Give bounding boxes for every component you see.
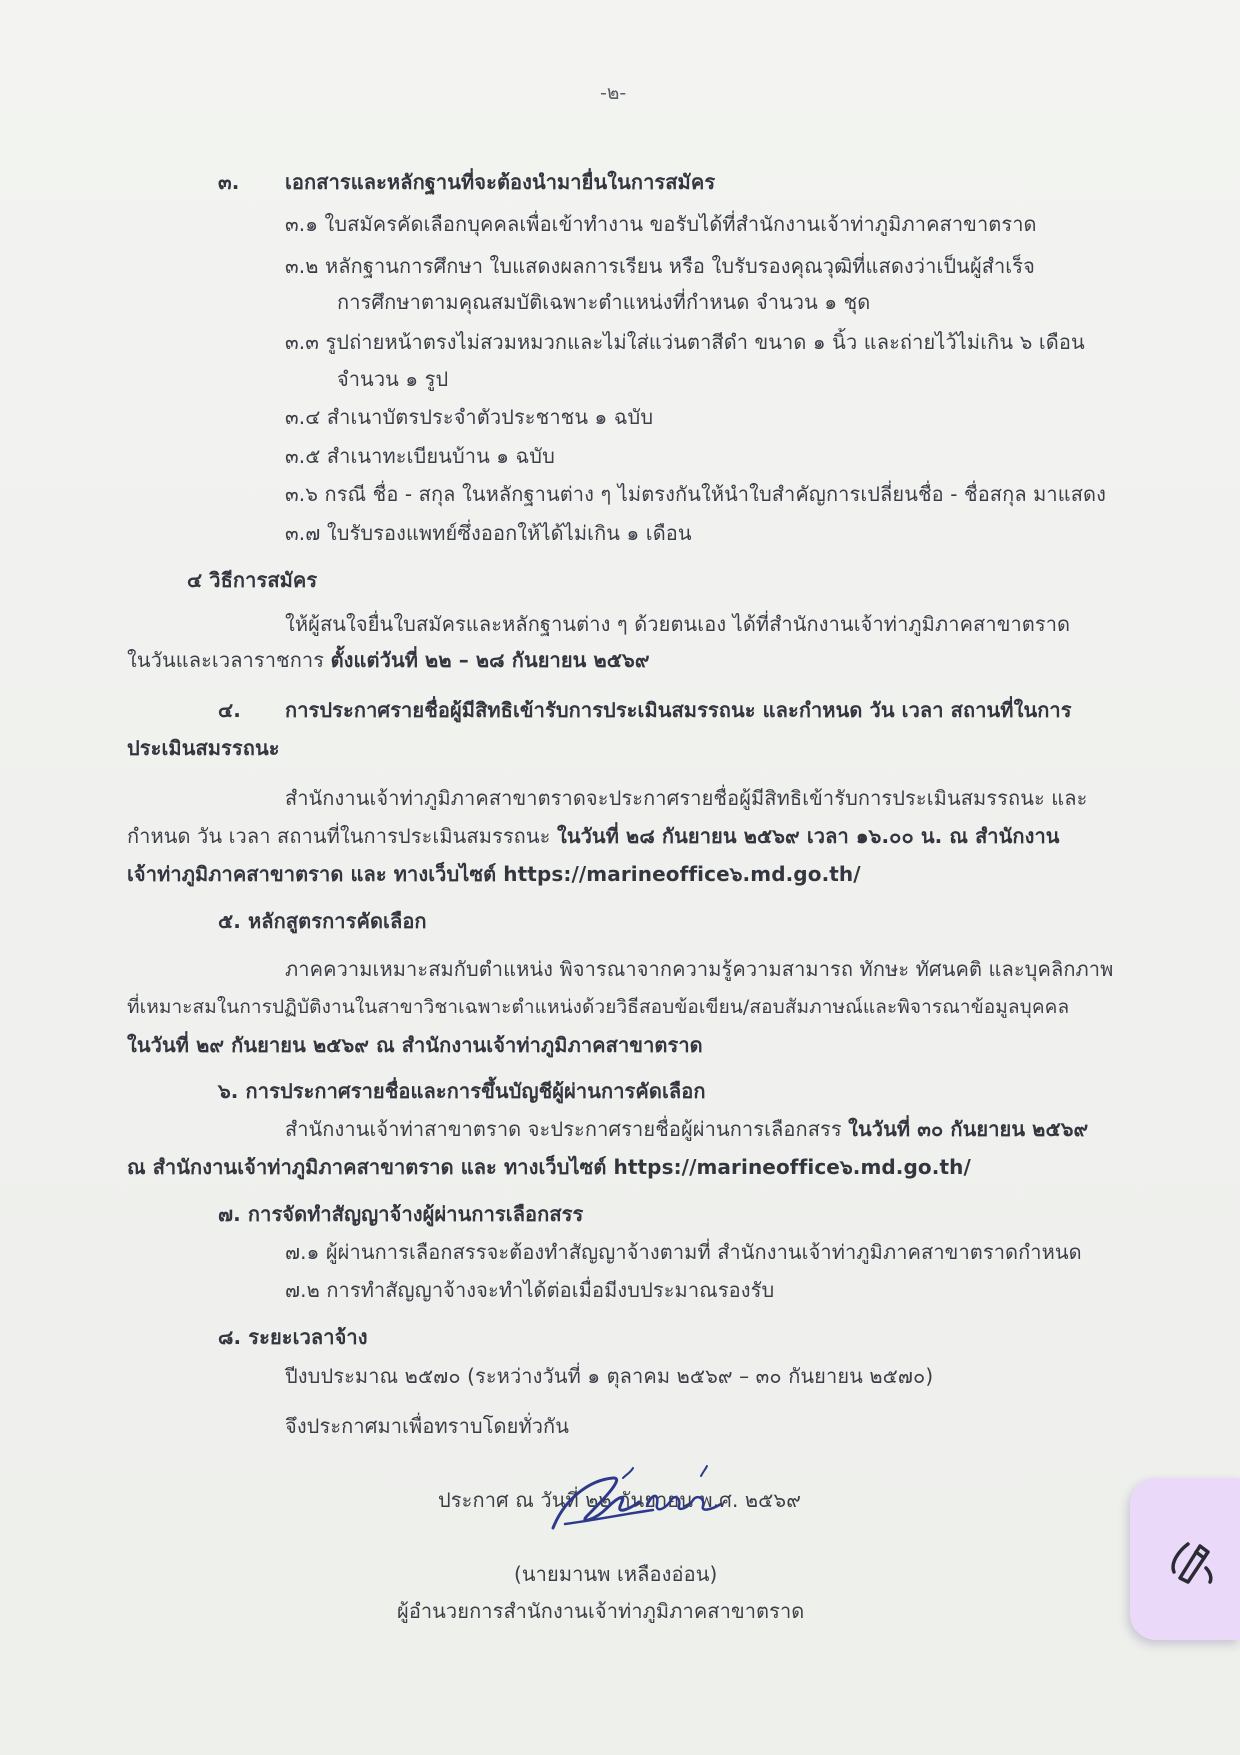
sec3-item-4: ๓.๔ สำเนาบัตรประจำตัวประชาชน ๑ ฉบับ <box>285 405 654 429</box>
sec5-line1: ภาคความเหมาะสมกับตำแหน่ง พิจารณาจากความรู้ความสามารถ ทักษะ ทัศนคติ และบุคลิกภาพ <box>285 957 1114 981</box>
sec4a-line2-plain: ในวันและเวลาราชการ <box>127 648 331 672</box>
sec6-title: ๖. การประกาศรายชื่อและการขึ้นบัญชีผู้ผ่านการคัดเลือก <box>218 1079 706 1103</box>
sec7-title: ๗. การจัดทำสัญญาจ้างผู้ผ่านการเลือกสรร <box>218 1202 584 1226</box>
closing-text: จึงประกาศมาเพื่อทราบโดยทั่วกัน <box>285 1414 570 1438</box>
sec3-item-7: ๓.๗ ใบรับรองแพทย์ซึ่งออกให้ได้ไม่เกิน ๑ เดือน <box>285 521 692 545</box>
sec3-number: ๓. <box>218 170 240 194</box>
sec7-item-1: ๗.๑ ผู้ผ่านการเลือกสรรจะต้องทำสัญญาจ้างตามที่ สำนักงานเจ้าท่าภูมิภาคสาขาตราดกำหนด <box>285 1240 1082 1264</box>
sec4b-line2 <box>127 822 1060 850</box>
sec3-item-2-cont: การศึกษาตามคุณสมบัติเฉพาะตำแหน่งที่กำหนด จำนวน ๑ ชุด <box>337 290 871 314</box>
sec8-title: ๘. ระยะเวลาจ้าง <box>218 1325 368 1349</box>
sec4a-line2-bold: ตั้งแต่วันที่ ๒๒ – ๒๘ กันยายน ๒๕๖๙ <box>330 648 650 672</box>
sec3-item-3-cont: จำนวน ๑ รูป <box>337 367 449 391</box>
sec5-line2: ที่เหมาะสมในการปฏิบัติงานในสาขาวิชาเฉพาะตำแหน่งด้วยวิธีสอบข้อเขียน/สอบสัมภาษณ์และพิจารณาข้อมูลบุคคล <box>127 996 1070 1018</box>
sec3-item-3: ๓.๓ รูปถ่ายหน้าตรงไม่สวมหมวกและไม่ใส่แว่นตาสีดำ ขนาด ๑ นิ้ว และถ่ายไว้ไม่เกิน ๖ เดือน <box>285 330 1085 354</box>
sec3-item-1: ๓.๑ ใบสมัครคัดเลือกบุคคลเพื่อเข้าทำงาน ขอรับได้ที่สำนักงานเจ้าท่าภูมิภาคสาขาตราด <box>285 212 1037 236</box>
page-number: -๒- <box>600 82 627 104</box>
sec4b-line1: สำนักงานเจ้าท่าภูมิภาคสาขาตราดจะประกาศรายชื่อผู้มีสิทธิเข้ารับการประเมินสมรรถนะ และ <box>285 786 1088 810</box>
sec3-item-2: ๓.๒ หลักฐานการศึกษา ใบแสดงผลการเรียน หรือ ใบรับรองคุณวุฒิที่แสดงว่าเป็นผู้สำเร็จ <box>285 254 1035 278</box>
sec4b-title-line1: การประกาศรายชื่อผู้มีสิทธิเข้ารับการประเมินสมรรถนะ และกำหนด วัน เวลา สถานที่ในการ <box>285 698 1072 722</box>
sec6-line2 <box>127 1153 971 1181</box>
sec6-line1-plain: สำนักงานเจ้าท่าสาขาตราด จะประกาศรายชื่อผู้ผ่านการเลือกสรร <box>285 1117 849 1141</box>
sec4a-title: ๔ วิธีการสมัคร <box>187 568 318 592</box>
sec4a-line1: ให้ผู้สนใจยื่นใบสมัครและหลักฐานต่าง ๆ ด้วยตนเอง ได้ที่สำนักงานเจ้าท่าภูมิภาคสาขาตราด <box>285 612 1071 636</box>
sec3-item-6: ๓.๖ กรณี ชื่อ - สกุล ในหลักฐานต่าง ๆ ไม่ตรงกันให้นำใบสำคัญการเปลี่ยนชื่อ - ชื่อสกุล มาแสดง <box>285 482 1107 506</box>
sec4b-title-line2: ประเมินสมรรถนะ <box>127 736 280 760</box>
sec4b-line2-bold: ในวันที่ ๒๘ กันยายน ๒๕๖๙ เวลา ๑๖.๐๐ น. ณ สำนักงาน <box>556 824 1060 848</box>
sec6-line1 <box>285 1115 1088 1143</box>
sec4b-website-link[interactable]: https://marineoffice๖.md.go.th/ <box>503 862 861 886</box>
sec5-line3: ในวันที่ ๒๙ กันยายน ๒๕๖๙ ณ สำนักงานเจ้าท่าภูมิภาคสาขาตราด <box>127 1033 703 1057</box>
sec6-line2-bold: ณ สำนักงานเจ้าท่าภูมิภาคสาขาตราด และ ทางเว็บไซต์ <box>127 1155 614 1179</box>
handwritten-signature <box>535 1458 735 1540</box>
signer-name: (นายมานพ เหลืองอ่อน) <box>514 1562 718 1586</box>
signer-title: ผู้อำนวยการสำนักงานเจ้าท่าภูมิภาคสาขาตราด <box>397 1599 805 1623</box>
sec4b-number: ๔. <box>218 698 241 722</box>
sec3-item-5: ๓.๕ สำเนาทะเบียนบ้าน ๑ ฉบับ <box>285 444 555 468</box>
sec6-line1-bold: ในวันที่ ๓๐ กันยายน ๒๕๖๙ <box>848 1117 1089 1141</box>
sec8-line1: ปีงบประมาณ ๒๕๗๐ (ระหว่างวันที่ ๑ ตุลาคม ๒๕๖๙ – ๓๐ กันยายน ๒๕๗๐) <box>285 1364 934 1388</box>
sec4b-line3 <box>127 860 861 888</box>
edit-floating-button[interactable] <box>1130 1478 1240 1640</box>
sec4b-line2-plain: กำหนด วัน เวลา สถานที่ในการประเมินสมรรถนะ <box>127 824 557 848</box>
sec6-website-link[interactable]: https://marineoffice๖.md.go.th/ <box>613 1155 971 1179</box>
edit-pen-icon <box>1166 1532 1214 1584</box>
announce-date: ประกาศ ณ วันที่ ๒๒ กันยายน พ.ศ. ๒๕๖๙ <box>438 1488 801 1512</box>
sec4a-line2 <box>127 646 650 674</box>
sec5-title: ๕. หลักสูตรการคัดเลือก <box>218 909 427 933</box>
sec7-item-2: ๗.๒ การทำสัญญาจ้างจะทำได้ต่อเมื่อมีงบประมาณรองรับ <box>285 1278 775 1302</box>
sec4b-line3-bold: เจ้าท่าภูมิภาคสาขาตราด และ ทางเว็บไซต์ <box>127 862 504 886</box>
sec3-title: เอกสารและหลักฐานที่จะต้องนำมายื่นในการสมัคร <box>285 170 716 194</box>
